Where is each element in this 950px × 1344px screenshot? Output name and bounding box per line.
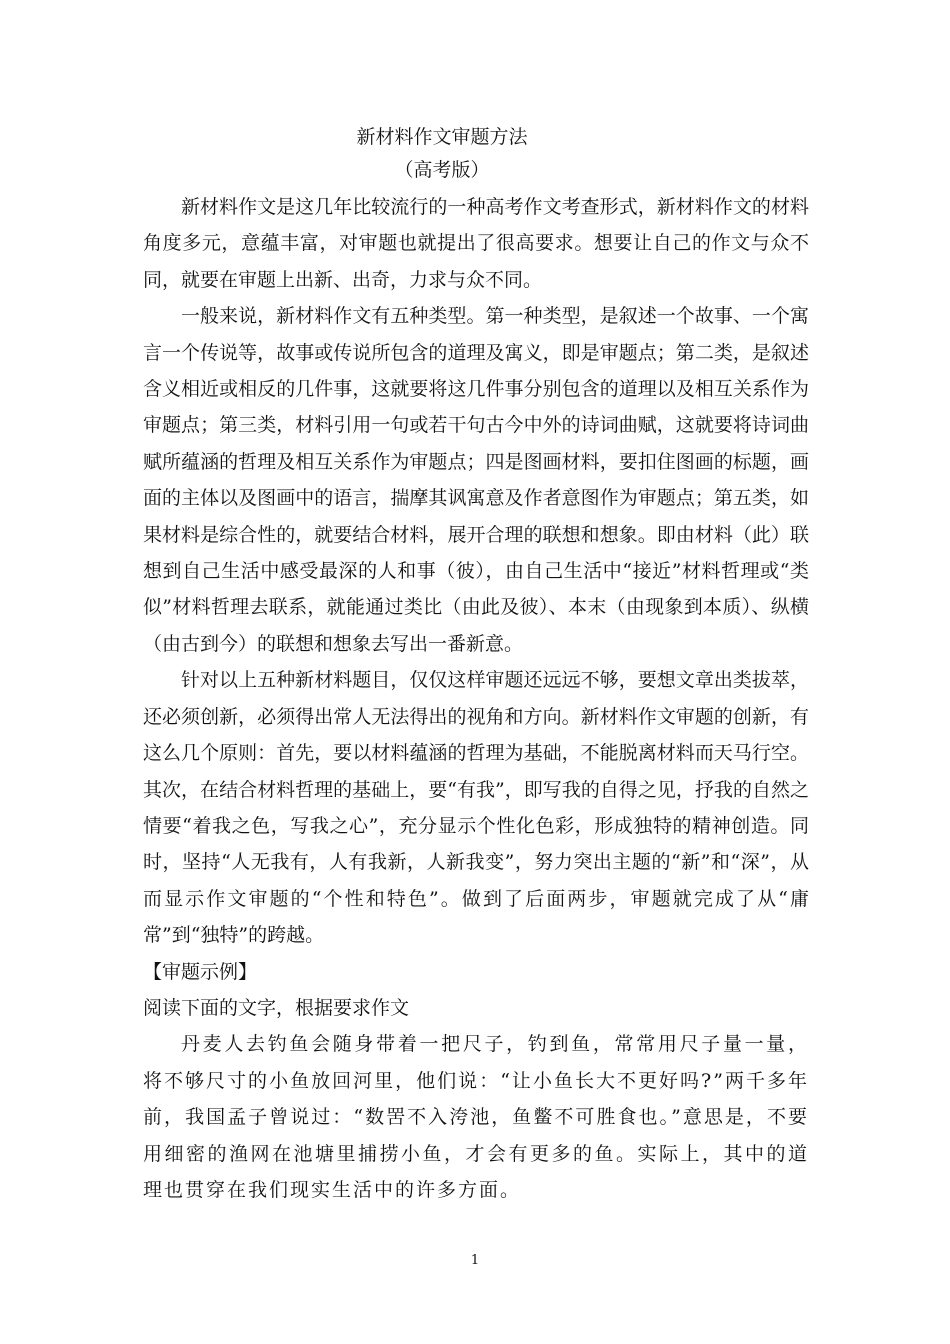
instruction-text: 阅读下面的文字，根据要求作文 — [143, 996, 410, 1019]
document-subtitle: （高考版） — [394, 159, 490, 181]
example-paragraph: 丹麦人去钓鱼会随身带着一把尺子，钓到鱼，常常用尺子量一量，将不够尺寸的小鱼放回河里，他们说：“让小鱼长大不更好吗?”两千多年前，我国孟子曾说过：“数罟不入洿池，鱼鳖不可胜食也。”意思是，不要用细密的渔网在池塘里捕捞小鱼，才会有更多的鱼。实际上，其中的道理也贯穿在我们现实生活中的许多方面。 — [143, 1033, 809, 1201]
section-label: 【审题示例】 — [143, 960, 258, 983]
document-body — [143, 189, 809, 1208]
document-title: 新材料作文审题方法 — [356, 126, 528, 148]
principles-paragraph: 针对以上五种新材料题目，仅仅这样审题还远远不够，要想文章出类拔萃，还必须创新，必须得出常人无法得出的视角和方向。新材料作文审题的创新，有这么几个原则：首先，要以材料蕴涵的哲理为基础，不能脱离材料而天马行空。其次，在结合材料哲理的基础上，要“有我”，即写我的自得之见，抒我的自然之情要“着我之色，写我之心”，充分显示个性化色彩，形成独特的精神创造。同时，坚持“人无我有，人有我新，人新我变”，努力突出主题的“新”和“深”，从而显示作文审题的“个性和特色”。做到了后面两步，审题就完成了从“庸常”到“独特”的跨越。 — [143, 669, 809, 947]
page-number: 1 — [470, 1253, 480, 1268]
types-paragraph: 一般来说，新材料作文有五种类型。第一种类型，是叙述一个故事、一个寓言一个传说等，故事或传说所包含的道理及寓义，即是审题点；第二类，是叙述含义相近或相反的几件事，这就要将这几件事分别包含的道理以及相互关系作为审题点；第三类，材料引用一句或若干句古今中外的诗词曲赋，这就要将诗词曲赋所蕴涵的哲理及相互关系作为审题点；四是图画材料，要扣住图画的标题，画面的主体以及图画中的语言，揣摩其讽寓意及作者意图作为审题点；第五类，如果材料是综合性的，就要结合材料，展开合理的联想和想象。即由材料（此）联想到自己生活中感受最深的人和事（彼），由自己生活中“接近”材料哲理或“类似”材料哲理去联系，就能通过类比（由此及彼）、本末（由现象到本质）、纵横（由古到今）的联想和想象去写出一番新意。 — [143, 305, 809, 655]
intro-paragraph: 新材料作文是这几年比较流行的一种高考作文考查形式，新材料作文的材料角度多元，意蕴丰富，对审题也就提出了很高要求。想要让自己的作文与众不同，就要在审题上出新、出奇，力求与众不同。 — [143, 196, 809, 291]
